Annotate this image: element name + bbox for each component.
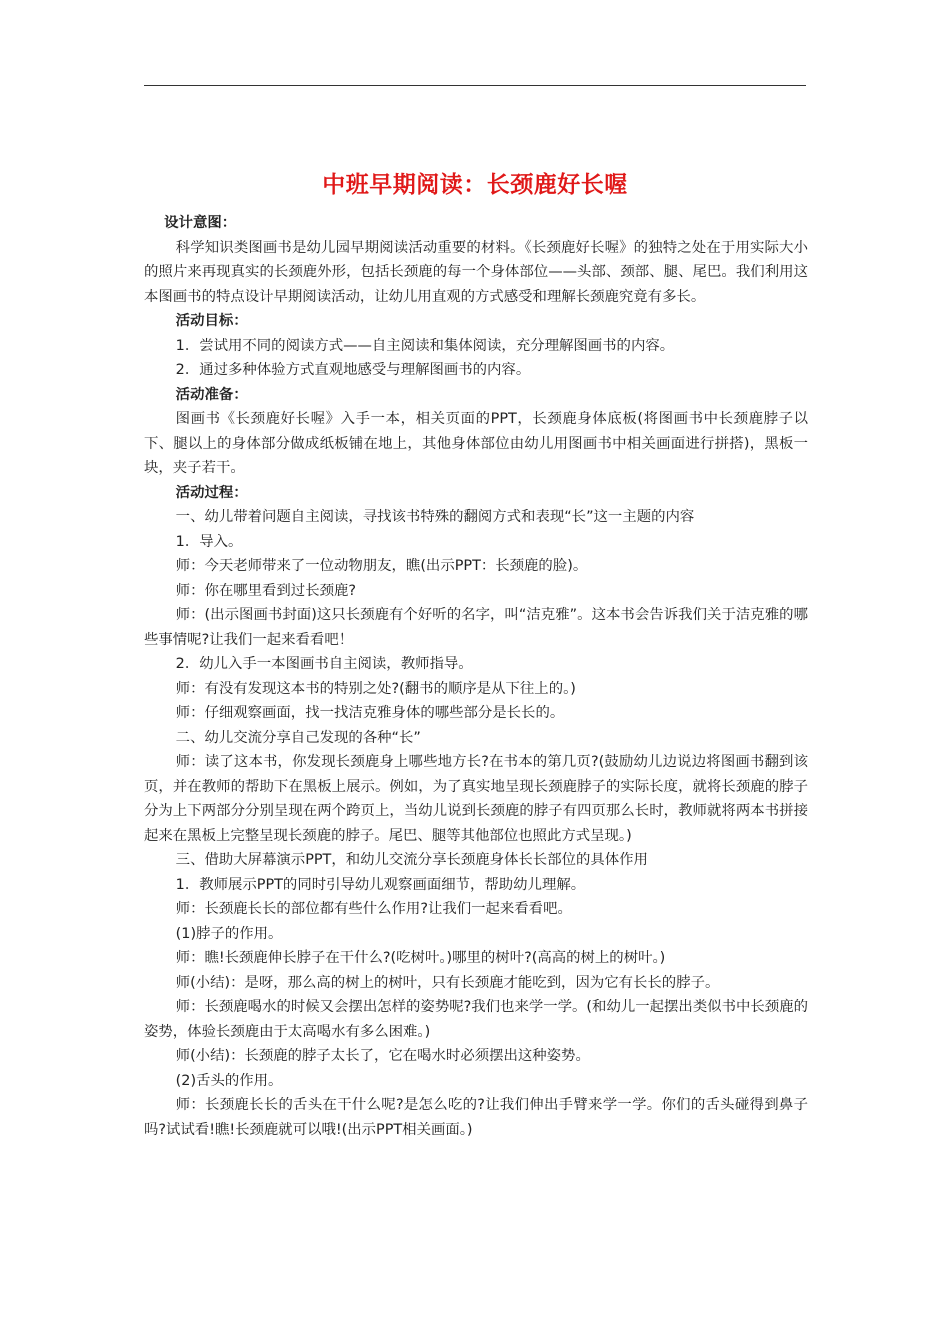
header-rule — [144, 85, 806, 86]
body-paragraph: 师：长颈鹿长长的部位都有些什么作用?让我们一起来看看吧。 — [175, 901, 572, 917]
body-paragraph: 二、幼儿交流分享自己发现的各种“长” — [175, 729, 421, 746]
body-paragraph: 师：瞧!长颈鹿伸长脖子在干什么?(吃树叶。)哪里的树叶?(高高的树上的树叶。) — [175, 950, 666, 966]
body-paragraph: 师：有没有发现这本书的特别之处?(翻书的顺序是从下往上的。) — [175, 680, 576, 697]
body-paragraph: 师：长颈鹿喝水的时候又会摆出怎样的姿势呢?我们也来学一学。(和幼儿一起摆出类似书中长颈鹿的姿势，体验长颈鹿由于太高喝水有多么困难。) — [144, 999, 808, 1040]
body-paragraph: 三、借助大屏幕演示PPT，和幼儿交流分享长颈鹿身体长长部位的具体作用 — [175, 852, 648, 868]
body-paragraph: 师：读了这本书，你发现长颈鹿身上哪些地方长?在书本的第几页?(鼓励幼儿边说边将图画书翻到该页，并在教师的帮助下在黑板上展示。例如，为了真实地呈现长颈鹿脖子的实际长度，就将长颈鹿的脖子分为上下两部分分别呈现在两个跨页上，当幼儿说到长颈鹿的脖子有四页那么长时，教师就将两本书拼接起来在黑板上完整呈现长颈鹿的脖子。尾巴、腿等其他部位也照此方式呈现。) — [144, 754, 808, 844]
section-heading: 活动目标： — [175, 313, 248, 329]
section-heading: 活动准备： — [175, 386, 248, 403]
body-paragraph: 2．幼儿入手一本图画书自主阅读，教师指导。 — [175, 656, 473, 672]
body-paragraph: 2．通过多种体验方式直观地感受与理解图画书的内容。 — [175, 362, 531, 378]
body-paragraph: 师(小结)：是呀，那么高的树上的树叶，只有长颈鹿才能吃到，因为它有长长的脖子。 — [175, 974, 720, 991]
section-heading: 活动过程： — [175, 484, 248, 501]
document-body — [144, 211, 808, 1142]
section-heading: 设计意图： — [164, 215, 237, 231]
body-paragraph: 师：仔细观察画面，找一找洁克雅身体的哪些部分是长长的。 — [175, 705, 565, 721]
body-paragraph: 师：你在哪里看到过长颈鹿? — [175, 582, 356, 599]
body-paragraph: 一、幼儿带着问题自主阅读，寻找该书特殊的翻阅方式和表现“长”这一主题的内容 — [175, 509, 695, 525]
body-paragraph: 科学知识类图画书是幼儿园早期阅读活动重要的材料。《长颈鹿好长喔》的独特之处在于用实际大小的照片来再现真实的长颈鹿外形，包括长颈鹿的每一个身体部位——头部、颈部、腿、尾巴。我们利用这本图画书的特点设计早期阅读活动，让幼儿用直观的方式感受和理解长颈鹿究竟有多长。 — [144, 239, 808, 305]
body-paragraph: 师：今天老师带来了一位动物朋友，瞧(出示PPT：长颈鹿的脸)。 — [175, 558, 588, 574]
body-paragraph: 图画书《长颈鹿好长喔》入手一本，相关页面的PPT，长颈鹿身体底板(将图画书中长颈鹿脖子以下、腿以上的身体部分做成纸板铺在地上，其他身体部位由幼儿用图画书中相关画面进行拼搭)，黑板一块，夹子若干。 — [144, 411, 808, 476]
body-paragraph: (2)舌头的作用。 — [175, 1072, 283, 1089]
body-paragraph: (1)脖子的作用。 — [175, 925, 283, 942]
body-paragraph: 师：长颈鹿长长的舌头在干什么呢?是怎么吃的?让我们伸出手臂来学一学。你们的舌头碰得到鼻子吗?试试看!瞧!长颈鹿就可以哦!(出示PPT相关画面。) — [144, 1097, 808, 1138]
body-paragraph: 师(小结)：长颈鹿的脖子太长了，它在喝水时必须摆出这种姿势。 — [175, 1048, 590, 1064]
document-title: 中班早期阅读：长颈鹿好长喔 — [322, 172, 628, 198]
body-paragraph: 师：(出示图画书封面)这只长颈鹿有个好听的名字，叫“洁克雅”。这本书会告诉我们关于洁克雅的哪些事情呢?让我们一起来看看吧！ — [144, 607, 808, 648]
body-paragraph: 1．教师展示PPT的同时引导幼儿观察画面细节，帮助幼儿理解。 — [175, 876, 586, 893]
body-paragraph: 1．尝试用不同的阅读方式——自主阅读和集体阅读，充分理解图画书的内容。 — [175, 337, 675, 354]
body-paragraph: 1．导入。 — [175, 533, 243, 550]
